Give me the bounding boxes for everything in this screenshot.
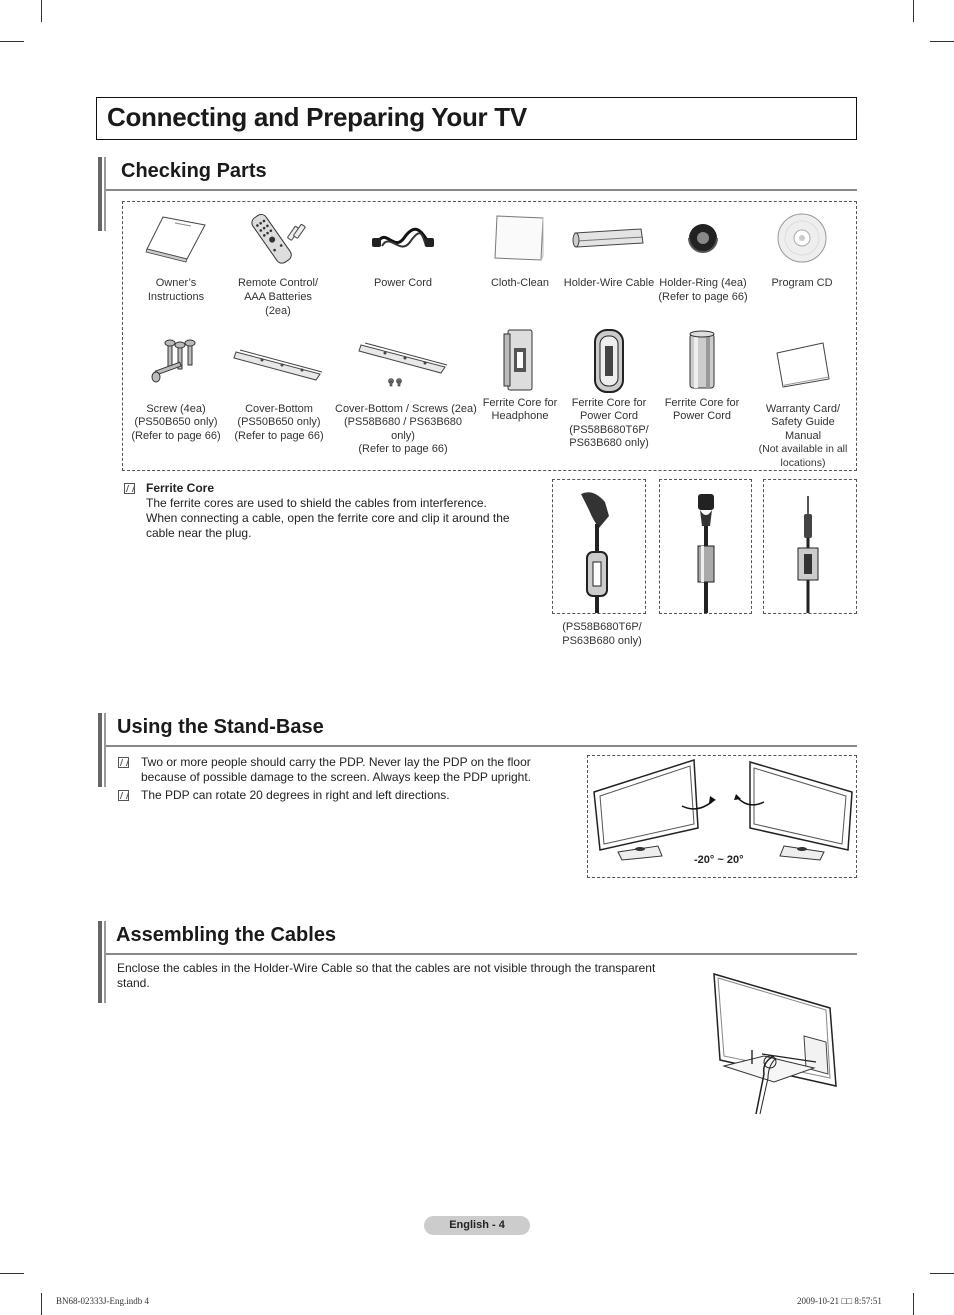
part-label: Program CD bbox=[771, 277, 833, 289]
stand-note-line: The PDP can rotate 20 degrees in right and left directions. bbox=[141, 788, 450, 802]
part-label: (Not available in all bbox=[758, 443, 848, 455]
stand-note-line: because of possible damage to the screen. Always keep the PDP upright. bbox=[141, 770, 532, 784]
part-warranty-card bbox=[753, 334, 853, 470]
part-cover-bottom bbox=[231, 334, 327, 443]
part-label: (Refer to page 66) bbox=[131, 429, 221, 442]
part-label: (PS58B680T6P/ bbox=[569, 423, 649, 436]
rotation-illustration-box bbox=[587, 755, 857, 878]
power-cord-ferrite-icon bbox=[660, 480, 751, 613]
part-label: Ferrite Core for bbox=[482, 397, 558, 409]
part-screw bbox=[128, 334, 224, 443]
part-label: (PS50B650 only) bbox=[134, 416, 218, 428]
page-title: Connecting and Preparing Your TV bbox=[107, 102, 527, 132]
crop-mark bbox=[0, 1273, 24, 1274]
section-heading-stand-base bbox=[98, 713, 857, 747]
part-label: Ferrite Core for bbox=[571, 397, 647, 409]
part-label: Holder-Ring (4ea) bbox=[659, 277, 747, 289]
crop-mark bbox=[930, 41, 954, 42]
ferrite-illustration-box bbox=[763, 479, 857, 614]
part-label: (Refer to page 66) bbox=[358, 443, 448, 455]
part-label: Cloth-Clean bbox=[490, 277, 550, 289]
ferrite-note-line: When connecting a cable, open the ferrite core and clip it around the bbox=[146, 511, 510, 525]
holder-wire-cable-icon bbox=[571, 223, 647, 253]
crop-mark bbox=[930, 1273, 954, 1274]
crop-mark bbox=[41, 1293, 42, 1315]
cloth-icon bbox=[491, 212, 549, 264]
ferrite-illustration-box bbox=[659, 479, 752, 614]
part-label: Holder-Wire Cable bbox=[563, 277, 655, 289]
parts-box bbox=[122, 201, 857, 471]
cover-bottom-icon bbox=[232, 344, 326, 384]
part-label: Remote Control/ bbox=[237, 277, 319, 289]
part-label: (Refer to page 66) bbox=[658, 291, 748, 303]
warranty-card-icon bbox=[773, 339, 833, 389]
part-holder-wire-cable bbox=[561, 208, 657, 290]
part-owners-instructions bbox=[128, 208, 224, 304]
part-ferrite-core-power-cord bbox=[654, 328, 750, 424]
part-program-cd bbox=[754, 208, 850, 290]
note-icon bbox=[118, 790, 129, 801]
page-number-badge: English - 4 bbox=[424, 1216, 530, 1235]
part-ferrite-core-headphone bbox=[472, 328, 568, 424]
section-heading-checking-parts bbox=[98, 157, 857, 191]
power-plug-ferrite-icon bbox=[553, 480, 645, 613]
power-cord-icon bbox=[370, 218, 436, 258]
manual-icon bbox=[143, 213, 209, 263]
headphone-plug-ferrite-icon bbox=[764, 480, 856, 613]
part-label: Ferrite Core for bbox=[664, 397, 740, 409]
part-label: Warranty Card/ bbox=[765, 403, 841, 415]
crop-mark bbox=[41, 0, 42, 22]
part-label: Headphone bbox=[491, 410, 549, 422]
part-holder-ring bbox=[655, 208, 751, 304]
ferrite-note-title: Ferrite Core bbox=[146, 481, 215, 495]
part-label: Power Cord bbox=[579, 410, 639, 422]
note-icon bbox=[124, 483, 135, 494]
part-power-cord bbox=[355, 208, 451, 290]
part-label: (PS50B650 only) bbox=[237, 416, 321, 428]
part-label: (PS58B680 / PS63B680 only) bbox=[343, 416, 463, 442]
ferrite-note-line: cable near the plug. bbox=[146, 526, 252, 540]
part-label: Screw (4ea) bbox=[146, 403, 206, 415]
print-slug-left: BN68-02333J-Eng.indb 4 bbox=[56, 1296, 149, 1306]
part-cover-bottom-screws bbox=[335, 334, 477, 457]
part-label: Owner’s bbox=[155, 277, 197, 289]
crop-mark bbox=[913, 1293, 914, 1315]
part-ferrite-core-power-cord-large bbox=[561, 328, 657, 451]
cover-bottom-screws-icon bbox=[355, 339, 451, 389]
ferrite-core-icon bbox=[682, 328, 722, 394]
cd-icon bbox=[775, 211, 829, 265]
screw-icon bbox=[146, 337, 206, 391]
cables-text-line: Enclose the cables in the Holder-Wire Cable so that the cables are not visible through the transparent bbox=[117, 961, 656, 975]
section-title: Checking Parts bbox=[121, 160, 267, 182]
part-label: Instructions bbox=[147, 291, 205, 303]
tv-back-cables-icon bbox=[704, 966, 844, 1116]
part-label: AAA Batteries (2ea) bbox=[244, 291, 312, 317]
part-label: Cover-Bottom / Screws (2ea) bbox=[335, 403, 477, 415]
section-title: Using the Stand-Base bbox=[117, 716, 324, 738]
part-label: PS63B680 only) bbox=[569, 437, 649, 449]
part-remote-control bbox=[230, 208, 326, 318]
ferrite-note-line: The ferrite cores are used to shield the cables from interference. bbox=[146, 496, 487, 510]
section-heading-assembling-cables bbox=[98, 921, 857, 955]
part-label: Power Cord bbox=[373, 277, 433, 289]
ferrite-core-icon bbox=[589, 328, 629, 394]
crop-mark bbox=[0, 41, 24, 42]
part-label: Cover-Bottom bbox=[245, 403, 313, 415]
holder-ring-icon bbox=[683, 218, 723, 258]
cables-text-line: stand. bbox=[117, 976, 150, 990]
part-label: locations) bbox=[780, 456, 826, 469]
stand-note-line: Two or more people should carry the PDP. Never lay the PDP on the floor bbox=[141, 755, 531, 769]
rotation-label: -20° ~ 20° bbox=[694, 854, 744, 866]
part-label: (Refer to page 66) bbox=[234, 429, 324, 442]
crop-mark bbox=[913, 0, 914, 22]
part-label: Power Cord bbox=[672, 410, 732, 422]
ferrite-caption: PS63B680 only) bbox=[562, 635, 642, 647]
print-slug-right: 2009-10-21 □□ 8:57:51 bbox=[797, 1296, 882, 1306]
part-label: Safety Guide Manual bbox=[771, 416, 835, 442]
section-title: Assembling the Cables bbox=[116, 924, 337, 946]
part-cloth-clean bbox=[472, 208, 568, 290]
ferrite-caption: (PS58B680T6P/ bbox=[562, 621, 642, 633]
ferrite-illustration-box bbox=[552, 479, 646, 614]
remote-control-icon bbox=[245, 208, 311, 268]
main-title-box bbox=[96, 97, 857, 140]
ferrite-core-icon bbox=[500, 328, 540, 394]
note-icon bbox=[118, 757, 129, 768]
